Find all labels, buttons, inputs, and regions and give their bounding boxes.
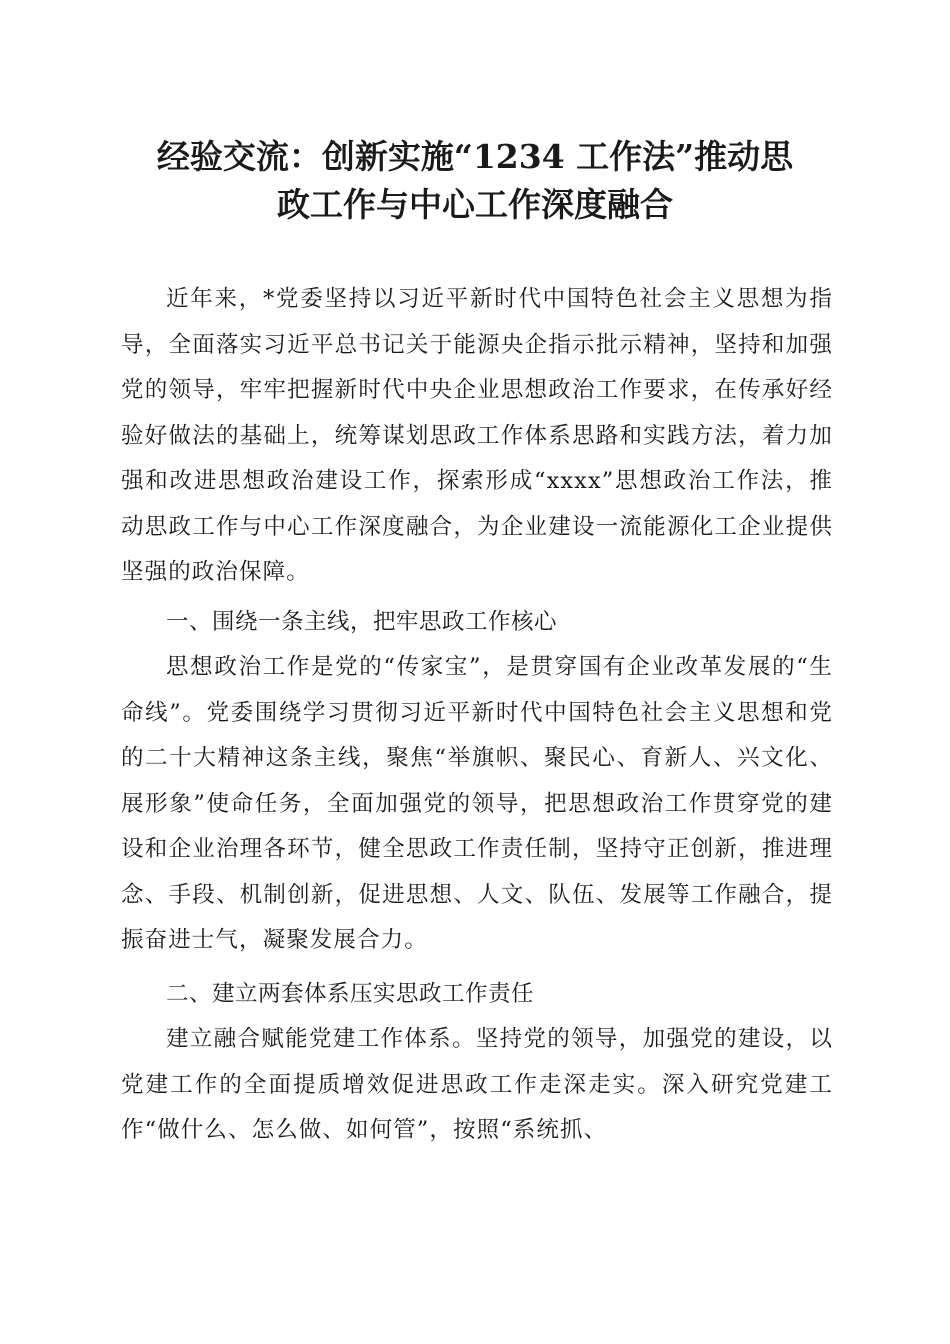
intro-paragraph: 近年来，*党委坚持以习近平新时代中国特色社会主义思想为指导，全面落实习近平总书记关于能源央企指示批示精神，坚持和加强党的领导，牢牢把握新时代中央企业思想政治工作要求，在传承好经验好做法的基础上，统筹谋划思政工作体系思路和实践方法，着力加强和改进思想政治建设工作，探索形成“xxxx”思想政治工作法，推动思政工作与中心工作深度融合，为企业建设一流能源化工企业提供坚强的政治保障。: [121, 286, 833, 585]
section-1-paragraph: 思想政治工作是党的“传家宝”，是贯穿国有企业改革发展的“生命线”。党委围绕学习贯彻习近平新时代中国特色社会主义思想和党的二十大精神这条主线，聚焦“举旗帜、聚民心、育新人、兴文化、展形象”使命任务，全面加强党的领导，把思想政治工作贯穿党的建设和企业治理各环节，健全思政工作责任制，坚持守正创新，推进理念、手段、机制创新，促进思想、人文、队伍、发展等工作融合，提振奋进士气，凝聚发展合力。: [121, 654, 833, 953]
document-body: [121, 277, 833, 1154]
section-2-paragraph: 建立融合赋能党建工作体系。坚持党的领导，加强党的建设，以党建工作的全面提质增效促进思政工作走深走实。深入研究党建工作“做什么、怎么做、如何管”，按照“系统抓、: [121, 1026, 833, 1143]
section-2-heading: 二、建立两套体系压实思政工作责任: [166, 980, 535, 1007]
document-title: [0, 133, 950, 229]
title-line-1: 经验交流：创新实施“1234 工作法”推动思: [156, 137, 794, 176]
title-line-2: 政工作与中心工作深度融合: [277, 185, 673, 224]
section-1-heading: 一、围绕一条主线，把牢思政工作核心: [166, 608, 558, 635]
